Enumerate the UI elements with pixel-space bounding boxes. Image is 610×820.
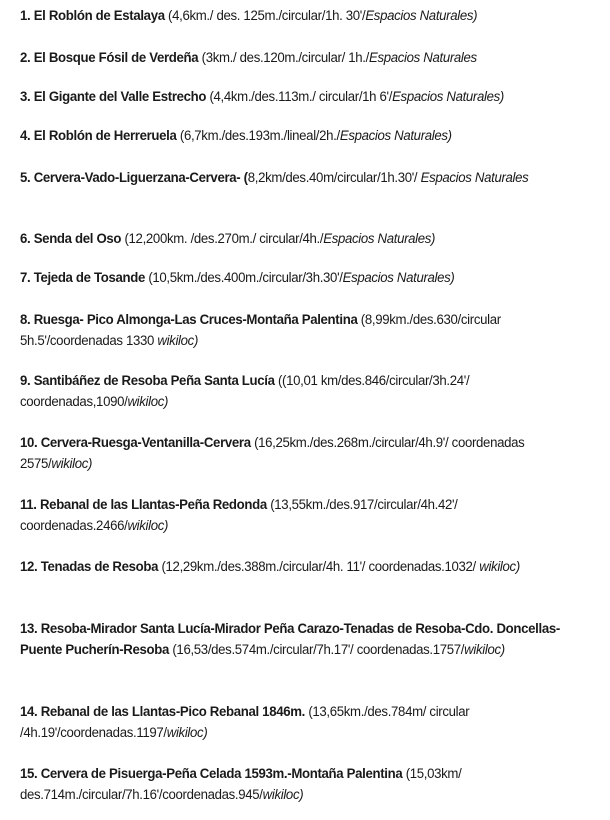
route-name: Resoba-Mirador Santa Lucía-Mirador Peña Carazo-Tenadas de Resoba-Cdo. Doncellas-Puente Pucherín-Resoba [20, 621, 560, 658]
route-number: 10. [20, 435, 38, 451]
route-detail: (13,65km./des.784m/ circular /4h.19'/coordenadas.1197/ [20, 704, 470, 741]
route-source: wikiloc) [464, 642, 505, 658]
route-detail: 8,2km/des.40m/circular/1h.30'/ [247, 170, 418, 186]
route-detail: ((10,01 km/des.846/circular/3h.24'/ coordenadas,1090/ [20, 373, 470, 410]
route-source: Espacios Naturales [368, 50, 477, 66]
route-detail: (10,5km./des.400m./circular/3h.30'/ [148, 270, 343, 286]
route-source: wikiloc) [166, 725, 208, 741]
route-name: El Bosque Fósil de Verdeña [33, 50, 199, 66]
route-detail: (15,03km/ des.714m./circular/7h.16'/coordenadas.945/ [20, 766, 462, 803]
route-source: Espacios Naturales) [365, 8, 478, 24]
route-name: Santibáñez de Resoba Peña Santa Lucía [33, 373, 275, 389]
route-detail: (12,200km. /des.270m./ circular/4h./ [124, 231, 324, 247]
route-item-8 [20, 310, 561, 352]
route-source: Espacios Naturales) [342, 270, 455, 286]
route-source: Espacios Naturales) [392, 89, 504, 105]
route-source: wikiloc) [51, 456, 93, 472]
route-number: 9. [20, 373, 31, 389]
route-item-2 [20, 48, 561, 69]
route-item-11 [20, 495, 561, 537]
route-detail: (12,29km./des.388m./circular/4h. 11'/ coordenadas.1032/ [161, 559, 476, 575]
route-number: 15. [20, 766, 38, 782]
route-name: Cervera-Vado-Liguerzana-Cervera- ( [33, 170, 248, 186]
route-name: Cervera-Ruesga-Ventanilla-Cervera [40, 435, 251, 451]
route-detail: (6,7km./des.193m./lineal/2h./ [179, 128, 340, 144]
route-source: Espacios Naturales) [323, 231, 436, 247]
route-number: 13. [20, 621, 38, 637]
route-item-6 [20, 229, 561, 250]
route-number: 4. [20, 128, 31, 144]
route-item-9 [20, 371, 561, 413]
route-item-12 [20, 557, 561, 578]
route-name: Tejeda de Tosande [33, 270, 145, 286]
route-name: El Gigante del Valle Estrecho [33, 89, 207, 105]
route-number: 3. [20, 89, 31, 105]
route-source: wikiloc) [157, 333, 199, 349]
route-detail: (4,6km./ des. 125m./circular/1h. 30'/ [168, 8, 366, 24]
route-number: 2. [20, 50, 31, 66]
route-number: 1. [20, 8, 31, 24]
route-item-13 [20, 619, 561, 661]
route-name: Rebanal de las Llantas-Pico Rebanal 1846m. [40, 704, 305, 720]
route-detail: (13,55km./des.917/circular/4h.42'/ coordenadas.2466/ [20, 497, 458, 534]
route-name: El Roblón de Estalaya [33, 8, 165, 24]
route-item-3 [20, 87, 561, 108]
route-source: wikiloc) [479, 559, 520, 575]
route-number: 12. [20, 559, 38, 575]
route-number: 8. [20, 312, 31, 328]
route-name: Rebanal de las Llantas-Peña Redonda [39, 497, 267, 513]
route-source: Espacios Naturales [420, 170, 529, 186]
route-number: 7. [20, 270, 31, 286]
route-detail: (16,53/des.574m./circular/7h.17'/ coordenadas.1757/ [172, 642, 465, 658]
route-source: wikiloc) [127, 394, 169, 410]
route-number: 6. [20, 231, 31, 247]
route-number: 11. [20, 497, 37, 513]
route-detail: (3km./ des.120m./circular/ 1h./ [201, 50, 369, 66]
route-number: 14. [20, 704, 38, 720]
route-number: 5. [20, 170, 31, 186]
route-item-15 [20, 764, 561, 806]
route-item-1 [20, 6, 561, 27]
route-name: Cervera de Pisuerga-Peña Celada 1593m.-Montaña Palentina [40, 766, 403, 782]
route-name: El Roblón de Herreruela [33, 128, 177, 144]
route-name: Ruesga- Pico Almonga-Las Cruces-Montaña Palentina [33, 312, 358, 328]
route-item-10 [20, 433, 561, 475]
route-item-5 [20, 168, 561, 189]
route-item-4 [20, 126, 561, 147]
route-detail: (4,4km./des.113m./ circular/1h 6'/ [209, 89, 393, 105]
route-item-14 [20, 702, 561, 744]
route-source: wikiloc) [127, 518, 169, 534]
route-name: Tenadas de Resoba [40, 559, 159, 575]
route-source: Espacios Naturales) [339, 128, 452, 144]
route-source: wikiloc) [262, 787, 304, 803]
route-detail: (8,99km./des.630/circular 5h.5'/coordenadas 1330 [20, 312, 501, 349]
route-item-7 [20, 268, 561, 289]
route-name: Senda del Oso [33, 231, 122, 247]
route-detail: (16,25km./des.268m./circular/4h.9'/ coordenadas 2575/ [20, 435, 525, 472]
